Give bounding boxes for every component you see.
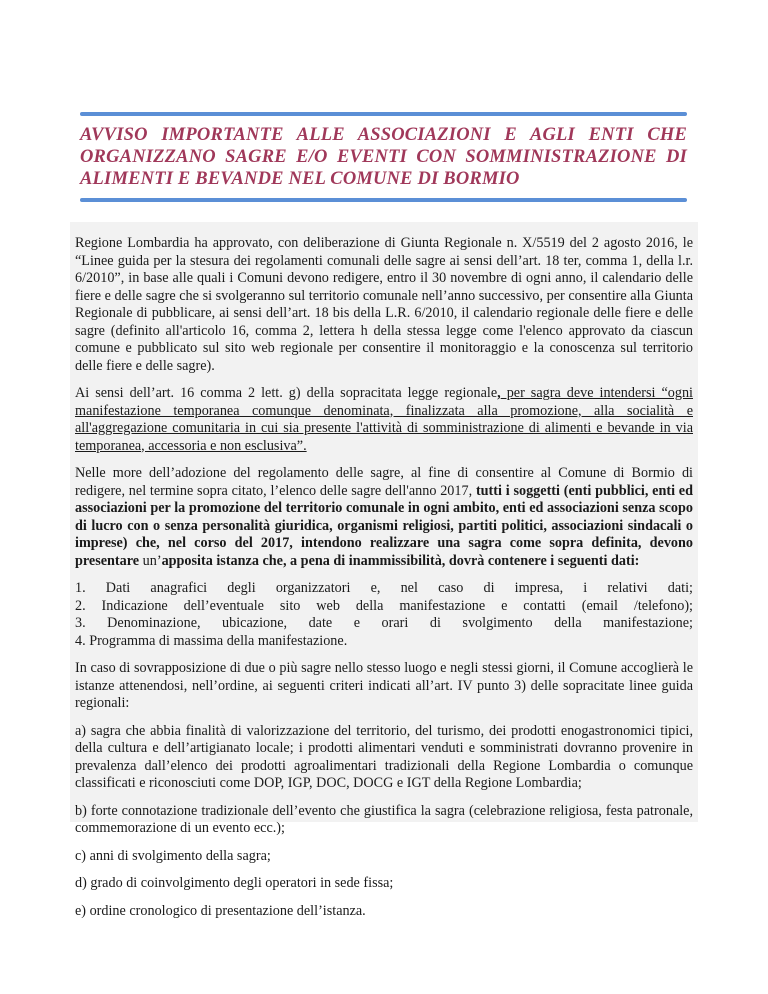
list-item: 3. Denominazione, ubicazione, date e orari di svolgimento della manifestazione; — [75, 615, 693, 631]
paragraph-overlap: In caso di sovrapposizione di due o più sagre nello stesso luogo e negli stessi giorni, il Comune accoglierà le istanze attenendosi, nell’ordine, ai seguenti criteri indicati all’art. IV punto 3) delle sopracitate linee guida regionali: — [75, 660, 693, 711]
list-item: 2. Indicazione dell’eventuale sito web della manifestazione e contatti (email /telefono); — [75, 597, 693, 614]
bottom-divider — [80, 198, 687, 202]
list-item: 4. Programma di massima della manifestazione. — [75, 632, 348, 649]
criterion-c: c) anni di svolgimento della sagra; — [75, 847, 271, 864]
requirements-lead: Nelle more dell’adozione del regolamento delle sagre, al fine di consentire al Comune di Bormio di redigere, nel termine sopra citato, l’elenco delle sagre dell'anno 2017, — [75, 465, 693, 499]
required-data-list — [75, 580, 693, 650]
criterion-a: a) sagra che abbia finalità di valorizzazione del territorio, del turismo, dei prodotti enogastronomici tipici, della cultura e dell’artigianato locale; i prodotti alimentari venduti e somministrati dovranno provenire in prevalenza dall’elenco dei prodotti agroalimentari tradizionali della Regione Lombardia o comunque classificati e riconosciuti come DOP, IGP, DOC, DOCG e IGT della Regione Lombardia; — [75, 722, 693, 791]
requirements-subjects: tutti i soggetti (enti pubblici, enti ed associazioni per la promozione del territorio comunale in ogni ambito, enti ed associazioni senza scopo di lucro con o senza personalità giuridica, organismi religiosi, partiti politici, associazioni sindacali o imprese) che, nel corso del 2017, intendono realizzare una sagra come sopra definita, devono presentare — [75, 482, 693, 569]
criterion-b: b) forte connotazione tradizionale dell’evento che giustifica la sagra (celebrazione religiosa, festa patronale, commemorazione di un evento ecc.); — [75, 802, 693, 836]
criterion-d: d) grado di coinvolgimento degli operatori in sede fissa; — [75, 875, 394, 891]
requirements-mid: un’ — [139, 552, 162, 569]
definition-quote: per sagra deve intendersi “ogni manifestazione temporanea comunque denominata, finalizzata alla promozione, alla socialità e all'aggregazione comunitaria in cui sia presente l'attività di somministrazione di alimenti e bevande in via temporanea, accessoria e non esclusiva”. — [75, 385, 693, 454]
paragraph-intro: Regione Lombardia ha approvato, con deliberazione di Giunta Regionale n. X/5519 del 2 agosto 2016, le “Linee guida per la stesura dei regolamenti comunali delle sagre ai sensi dell’art. 18 ter, comma 1, della l.r. 6/2010”, in base alle quali i Comuni devono redigere, entro il 30 novembre di ogni anno, il calendario delle fiere e delle sagre che si svolgeranno sul territorio comunale nell’anno successivo, per consentire alla Giunta Regionale di pubblicare, ai sensi dell’art. 18 bis della L.R. 6/2010, il calendario regionale delle fiere e delle sagre (definito all'articolo 16, comma 2, lettera h della stessa legge come l'elenco approvato da ciascun comune e pubblicato sul sito web regionale per consentire il monitoraggio e la conoscenza sul territorio delle fiere e delle sagre). — [75, 235, 693, 374]
top-divider — [80, 112, 687, 116]
requirements-instance: apposita istanza che, a pena di inammissibilità, dovrà contenere i seguenti dati: — [161, 552, 640, 569]
notice-title: AVVISO IMPORTANTE ALLE ASSOCIAZIONI E AGLI ENTI CHE ORGANIZZANO SAGRE E/O EVENTI CON SOMMINISTRAZIONE DI ALIMENTI E BEVANDE NEL COMUNE DI BORMIO — [80, 125, 687, 189]
paragraph-requirements — [75, 465, 693, 570]
list-item: 1. Dati anagrafici degli organizzatori e, nel caso di impresa, i relativi dati; — [75, 580, 693, 596]
notice-body — [70, 222, 698, 919]
paragraph-definition — [75, 385, 693, 455]
criterion-e: e) ordine cronologico di presentazione dell’istanza. — [75, 902, 366, 919]
definition-lead: Ai sensi dell’art. 16 comma 2 lett. g) della sopracitata legge regionale — [75, 385, 498, 401]
definition-comma: , — [497, 385, 501, 401]
notice-header — [80, 112, 687, 202]
